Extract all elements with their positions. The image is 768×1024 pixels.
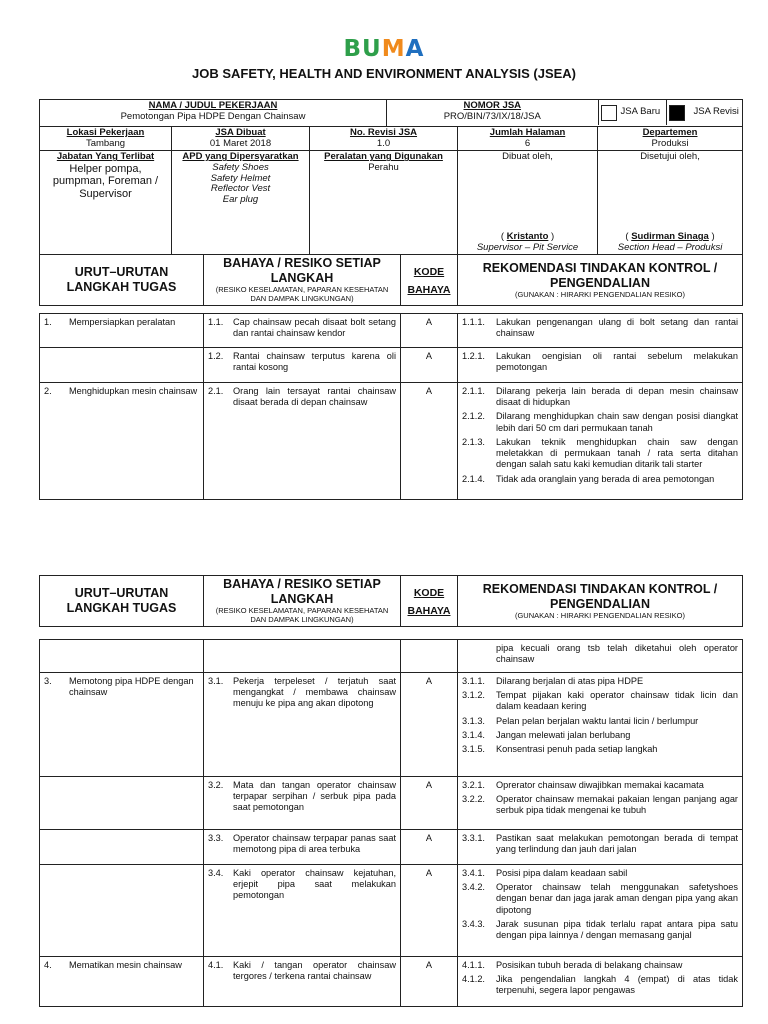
jsa-number-cell: NOMOR JSA PRO/BIN/73/IX/18/JSA xyxy=(387,100,598,127)
jsa-revisi-checkbox[interactable] xyxy=(669,105,685,121)
document-title: JOB SAFETY, HEALTH AND ENVIRONMENT ANALYSIS (JSEA) xyxy=(191,66,577,81)
table-row: 2. Menghidupkan mesin chainsaw 2.1. Orang lain tersayat rantai chainsaw disaat berada di depan chainsaw A 2.1.1. Dilarang pekerja lain berada di depan mesin chainsaw disaat di hidupkan 2.1.2. Dilarang menghidupkan chain saw dengan posisi diangkat lebih dari 50 cm dari permukaan tanah 2.1.3. Lakukan teknik menghidupkan chain saw dengan meletakkan di permukaan tanah / rata serta ditahan dengan salah satu kaki kemudian ditarik tali starter 2.1.4. Tidak ada oranglain yang berada di area pemotongan xyxy=(40,383,743,500)
page-count-cell: Jumlah Halaman 6 xyxy=(458,127,598,151)
control-header: REKOMENDASI TINDAKAN KONTROL / PENGENDALIAN (GUNAKAN : HIRARKI PENGENDALIAN RESIKO) xyxy=(458,576,743,627)
ppe-item: Safety Shoes xyxy=(212,161,269,173)
approved-by-cell: Disetujui oleh, ( Sudirman Sinaga ) Section Head – Produksi xyxy=(598,151,743,255)
table-row: pipa kecuali orang tsb telah diketahui oleh operator chainsaw xyxy=(40,640,743,673)
jsa-revisi-option[interactable]: JSA Revisi xyxy=(667,100,742,125)
department-cell: Departemen Produksi xyxy=(598,127,743,151)
company-logo: BUMA xyxy=(343,36,425,62)
jsa-baru-option[interactable]: JSA Baru xyxy=(598,100,668,125)
equipment-cell: Peralatan yang Digunakan Perahu xyxy=(310,151,458,255)
table-row: 1.2. Rantai chainsaw terputus karena oli rantai kosong A 1.2.1. Lakukan oengisian oli rantai sebelum melakukan pemotongan xyxy=(40,348,743,383)
analysis-table-page-2 xyxy=(39,639,743,1007)
table-row: 3.3. Operator chainsaw terpapar panas saat memotong pipa di area terbuka A 3.3.1. Pastikan saat melakukan pemotongan berada di tempat yang terlindung dan jauh dari jalan xyxy=(40,830,743,865)
prepared-by-cell: Dibuat oleh, ( Kristanto ) Supervisor – Pit Service xyxy=(458,151,598,255)
analysis-header-1 xyxy=(39,254,743,306)
ppe-item: Ear plug xyxy=(222,193,259,205)
hazard-header: BAHAYA / RESIKO SETIAP LANGKAH (RESIKO KESELAMATAN, PAPARAN KESEHATAN DAN DAMPAK LINGKUNGAN) xyxy=(204,255,401,306)
hazard-code-header: KODE BAHAYA xyxy=(401,576,458,627)
jsa-baru-checkbox[interactable] xyxy=(601,105,617,121)
table-row: 4. Mematikan mesin chainsaw 4.1. Kaki / tangan operator chainsaw tergores / terkena rantai chainsaw A 4.1.1. Posisikan tubuh berada di belakang chainsaw 4.1.2. Jika pengendalian langkah 4 (empat) di atas tidak terpenuhi, segera lapor pengawas xyxy=(40,957,743,1007)
jsa-type-cell xyxy=(598,100,743,127)
roles-cell: Jabatan Yang Terlibat Helper pompa, pumpman, Foreman / Supervisor xyxy=(40,151,172,255)
ppe-item: Safety Helmet xyxy=(210,172,271,184)
created-date-cell: JSA Dibuat 01 Maret 2018 xyxy=(172,127,310,151)
preparer-name: Kristanto xyxy=(506,231,549,242)
steps-header: URUT–URUTAN LANGKAH TUGAS xyxy=(40,576,204,627)
table-row: 1. Mempersiapkan peralatan 1.1. Cap chainsaw pecah disaat bolt setang dan rantai chainsaw kendor A 1.1.1. Lakukan pengenangan ulang di bolt setang dan rantai chainsaw xyxy=(40,314,743,348)
location-cell: Lokasi Pekerjaan Tambang xyxy=(40,127,172,151)
job-title-cell: NAMA / JUDUL PEKERJAAN Pemotongan Pipa HDPE Dengan Chainsaw xyxy=(40,100,387,127)
table-row: 3. Memotong pipa HDPE dengan chainsaw 3.1. Pekerja terpeleset / terjatuh saat mengangkat / membawa chainsaw menuju ke pipa ang akan dipotong A 3.1.1. Dilarang berjalan di atas pipa HDPE 3.1.2. Tempat pijakan kaki operator chainsaw tidak licin dan dalam keadaan kering 3.1.3. Pelan pelan berjalan waktu lantai licin / berlumpur 3.1.4. Jangan melewati jalan berlubang 3.1.5. Konsentrasi penuh pada setiap langkah xyxy=(40,673,743,777)
revision-cell: No. Revisi JSA 1.0 xyxy=(310,127,458,151)
table-row: 3.2. Mata dan tangan operator chainsaw terpapar serpihan / serbuk pipa pada saat pemotongan A 3.2.1. Oprerator chainsaw diwajibkan memakai kacamata 3.2.2. Operator chainsaw memakai pakaian lengan panjang agar serbuk pipa tidak mengenai ke tubuh xyxy=(40,777,743,830)
analysis-table-page-1 xyxy=(39,313,743,500)
analysis-header-2 xyxy=(39,575,743,627)
hazard-code-header: KODE BAHAYA xyxy=(401,255,458,306)
approver-name: Sudirman Sinaga xyxy=(631,231,709,242)
jsa-info-table xyxy=(39,99,743,255)
control-header: REKOMENDASI TINDAKAN KONTROL / PENGENDALIAN (GUNAKAN : HIRARKI PENGENDALIAN RESIKO) xyxy=(458,255,743,306)
steps-header: URUT–URUTAN LANGKAH TUGAS xyxy=(40,255,204,306)
hazard-header: BAHAYA / RESIKO SETIAP LANGKAH (RESIKO KESELAMATAN, PAPARAN KESEHATAN DAN DAMPAK LINGKUNGAN) xyxy=(204,576,401,627)
ppe-item: Reflector Vest xyxy=(210,183,271,195)
table-row: 3.4. Kaki operator chainsaw kejatuhan, erjepit pipa saat melakukan pemotongan A 3.4.1. Posisi pipa dalam keadaan sabil 3.4.2. Operator chainsaw telah menggunakan safetyshoes dengan benar dan jaga jarak aman dengan pipa yang akan dipotong 3.4.3. Jarak susunan pipa tidak terlalu rapat antara pipa satu dengan pipa lainnya / dengan memasang ganjal xyxy=(40,865,743,957)
ppe-cell: APD yang Dipersyaratkan Safety Shoes Safety Helmet Reflector Vest Ear plug xyxy=(172,151,310,255)
